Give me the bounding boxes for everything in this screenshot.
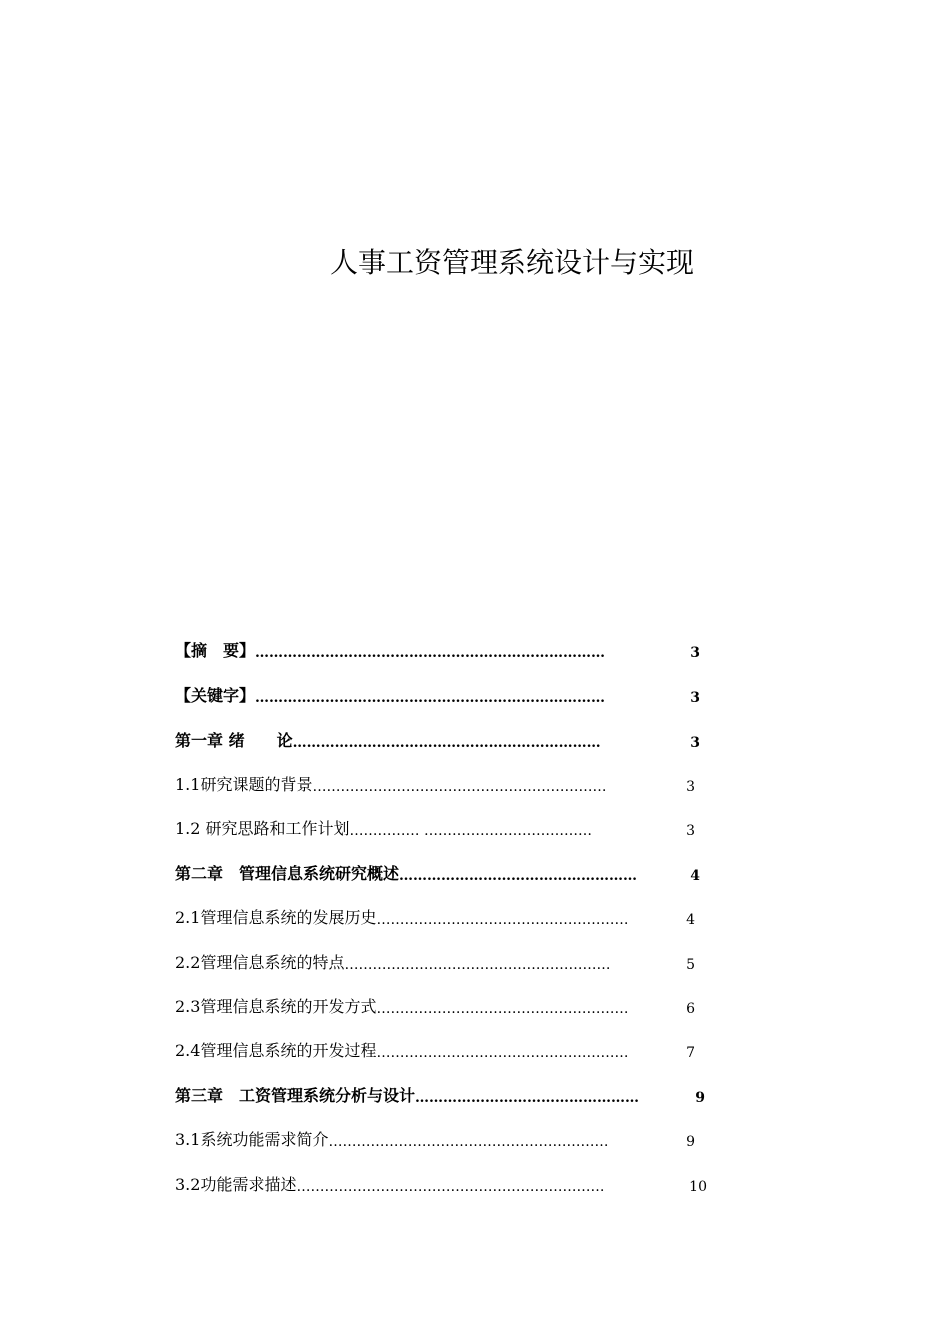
toc-entry [175, 728, 700, 754]
toc-entry-leader: ………………………………………… [415, 1090, 640, 1106]
toc-entry-page: 3 [690, 735, 700, 751]
toc-entry-leader: ………………………………………………………………… [255, 645, 606, 661]
toc-entry-label: 3.1系统功能需求简介 [175, 1130, 329, 1149]
toc-entry-page: 3 [686, 823, 695, 839]
toc-entry-label: 1.1研究课题的背景 [175, 775, 313, 794]
toc-entry-label: 【关键字】 [175, 686, 256, 705]
toc-entry-label: 2.2管理信息系统的特点 [175, 953, 345, 972]
toc-entry-page: 9 [686, 1134, 695, 1150]
toc-entry-page: 3 [690, 690, 700, 706]
toc-entry-leader: ……………………………………………… [376, 1045, 629, 1061]
toc-entry-label: 2.3管理信息系统的开发方式 [175, 997, 377, 1016]
toc-entry-page: 7 [686, 1045, 695, 1061]
toc-entry-page: 9 [695, 1090, 705, 1106]
toc-entry-label: 第一章 绪 论 [175, 731, 293, 750]
toc-entry-label: 1.2 研究思路和工作计划 [175, 819, 350, 838]
toc-entry-page: 4 [690, 868, 700, 884]
toc-entry-leader: …………………………………………………… [328, 1134, 609, 1150]
toc-entry-label: 2.4管理信息系统的开发过程 [175, 1041, 377, 1060]
toc-entry-page: 6 [686, 1001, 695, 1017]
toc-entry-page: 4 [686, 912, 695, 928]
toc-entry-leader: ……………………………………………………… [312, 779, 607, 795]
toc-entry-page: 3 [690, 645, 700, 661]
toc-entry [175, 861, 700, 887]
toc-entry [175, 683, 700, 709]
toc-entry-leader: ……………………………………………… [376, 1001, 629, 1017]
toc-entry-label: 3.2功能需求描述 [175, 1175, 297, 1194]
toc-entry [175, 1172, 707, 1198]
toc-entry-page: 10 [689, 1179, 707, 1195]
toc-entry [175, 638, 700, 664]
document-title: 人事工资管理系统设计与实现 [330, 246, 695, 279]
toc-entry-leader: ………………………………………………… [344, 957, 611, 973]
toc-entry [175, 994, 695, 1020]
toc-entry [175, 772, 695, 798]
toc-entry [175, 905, 695, 931]
toc-entry-label: 2.1管理信息系统的发展历史 [175, 908, 377, 927]
toc-entry [175, 1038, 695, 1064]
toc-entry [175, 1127, 695, 1153]
toc-entry [175, 1083, 705, 1109]
toc-entry-leader: …………… ……………………………… [349, 823, 592, 839]
toc-entry-leader: ………………………………………………………………… [255, 690, 606, 706]
toc-entry-leader: ………………………………………………………… [296, 1179, 605, 1195]
toc-entry-label: 第二章 管理信息系统研究概述 [175, 864, 400, 883]
toc-entry-leader: ……………………………………………… [376, 912, 629, 928]
toc-entry-label: 【摘 要】 [175, 641, 256, 660]
toc-entry-page: 3 [686, 779, 695, 795]
toc-entry [175, 950, 695, 976]
toc-entry [175, 816, 695, 842]
toc-entry-leader: ………………………………………………………… [292, 735, 601, 751]
toc-entry-leader: …………………………………………… [399, 868, 638, 884]
toc-entry-page: 5 [686, 957, 695, 973]
toc-entry-label: 第三章 工资管理系统分析与设计 [175, 1086, 416, 1105]
